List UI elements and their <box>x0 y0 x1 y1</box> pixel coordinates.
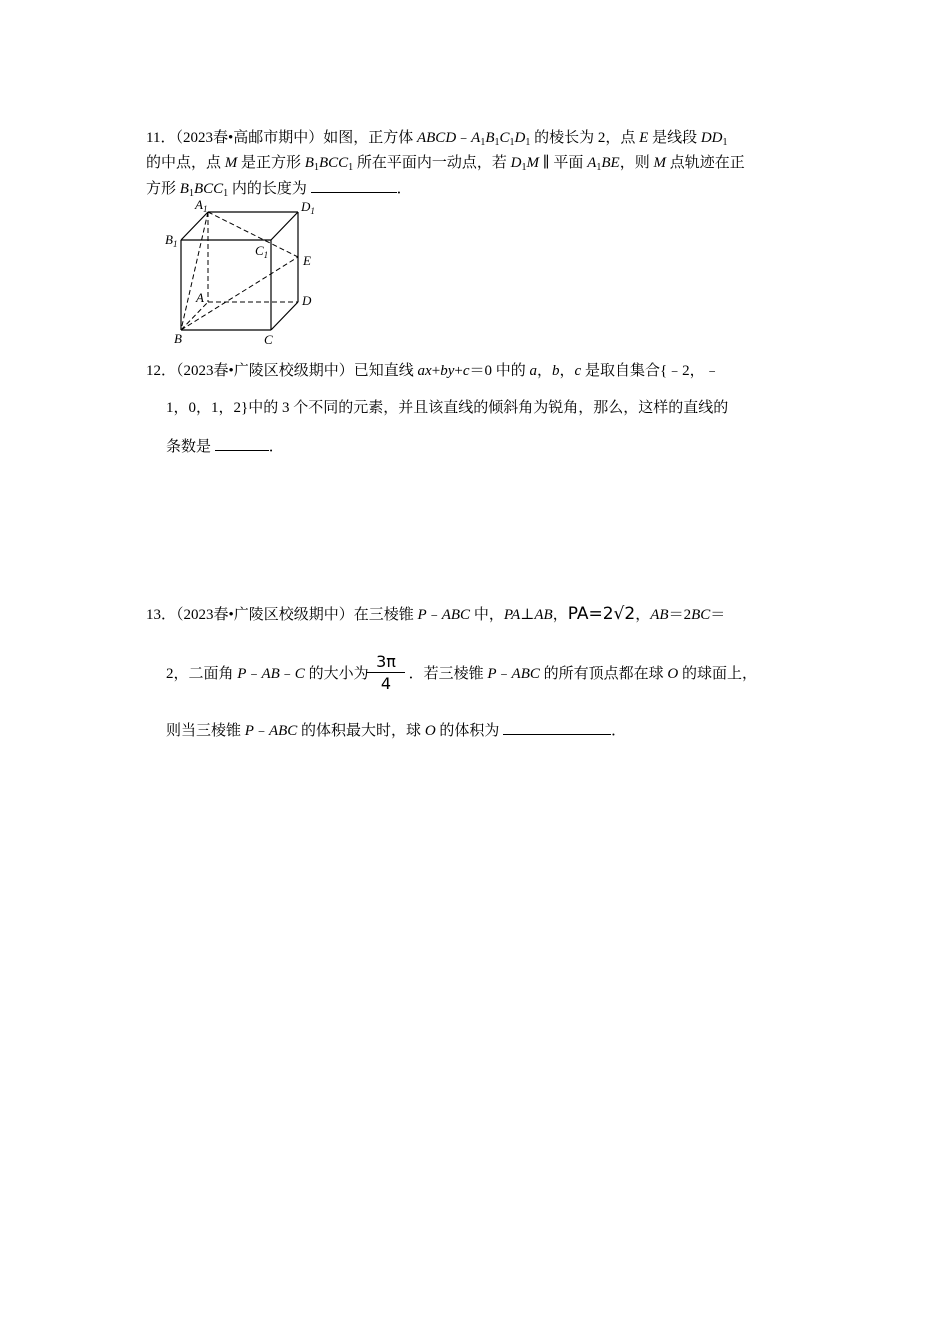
q11-source: （2023春•高邮市期中） <box>175 130 324 146</box>
q13-line-3: 则当三棱锥 P﹣ABC 的体积最大时，球 O 的体积为 ． <box>166 720 626 741</box>
q13-number: 13． <box>146 607 177 623</box>
q12-answer-blank[interactable] <box>215 436 269 451</box>
label-C1: $C_1$ <box>255 243 269 260</box>
q13-line-1: 13．（2023春•广陵区校级期中）在三棱锥 P﹣ABC 中，PA⊥AB，PA=2√2，AB＝2BC＝ <box>146 604 726 624</box>
label-A1: $A_1$ <box>195 197 208 214</box>
label-A: A <box>196 290 204 305</box>
label-D1: $D_1$ <box>301 199 315 216</box>
label-B: B <box>174 331 182 346</box>
q11-line-1: 11．（2023春•高邮市期中）如图，正方体 $ABCD﹣A_1B_1C_1D_1$ 的棱长为 2，点 E 是线段 $DD_1$ <box>146 130 728 148</box>
fraction-numerator: 3π <box>367 652 405 673</box>
fraction-denominator: 4 <box>380 674 392 693</box>
q11-answer-blank[interactable] <box>311 178 397 193</box>
q13-answer-blank[interactable] <box>503 720 611 735</box>
q11-line-3: 方形 $B_1BCC_1$ 内的长度为 ． <box>146 178 412 199</box>
label-E: E <box>303 253 311 268</box>
label-B1: $B_1$ <box>165 232 178 249</box>
label-D: D <box>302 293 312 308</box>
q12-line-2: 1，0，1，2}中的 3 个不同的元素，并且该直线的倾斜角为锐角，那么，这样的直线的 <box>166 400 729 416</box>
q13-source: （2023春•广陵区校级期中） <box>176 607 354 623</box>
q13-line-2: 2，二面角 P﹣AB﹣C 的大小为 ．若三棱锥 P﹣ABC 的所有顶点都在球 O 的球面上， <box>166 666 757 682</box>
q11-number: 11． <box>146 130 176 146</box>
label-C: C <box>264 332 273 347</box>
q12-source: （2023春•广陵区校级期中） <box>176 363 354 379</box>
q12-number: 12． <box>146 363 177 379</box>
q11-line-2: 的中点，点 M 是正方形 $B_1BCC_1$ 所在平面内一动点，若 $D_1M$ ∥ 平面 $A_1BE$，则 M 点轨迹在正 <box>146 155 745 173</box>
q12-line-3: 条数是 ． <box>166 436 284 457</box>
q12-line-1: 12．（2023春•广陵区校级期中）已知直线 ax+by+c＝0 中的 a，b，c 是取自集合{﹣2，﹣ <box>146 363 720 379</box>
fraction-3pi-over-4 <box>367 652 405 695</box>
pa-expression: PA=2√2 <box>567 604 636 624</box>
cube-figure <box>160 195 330 350</box>
